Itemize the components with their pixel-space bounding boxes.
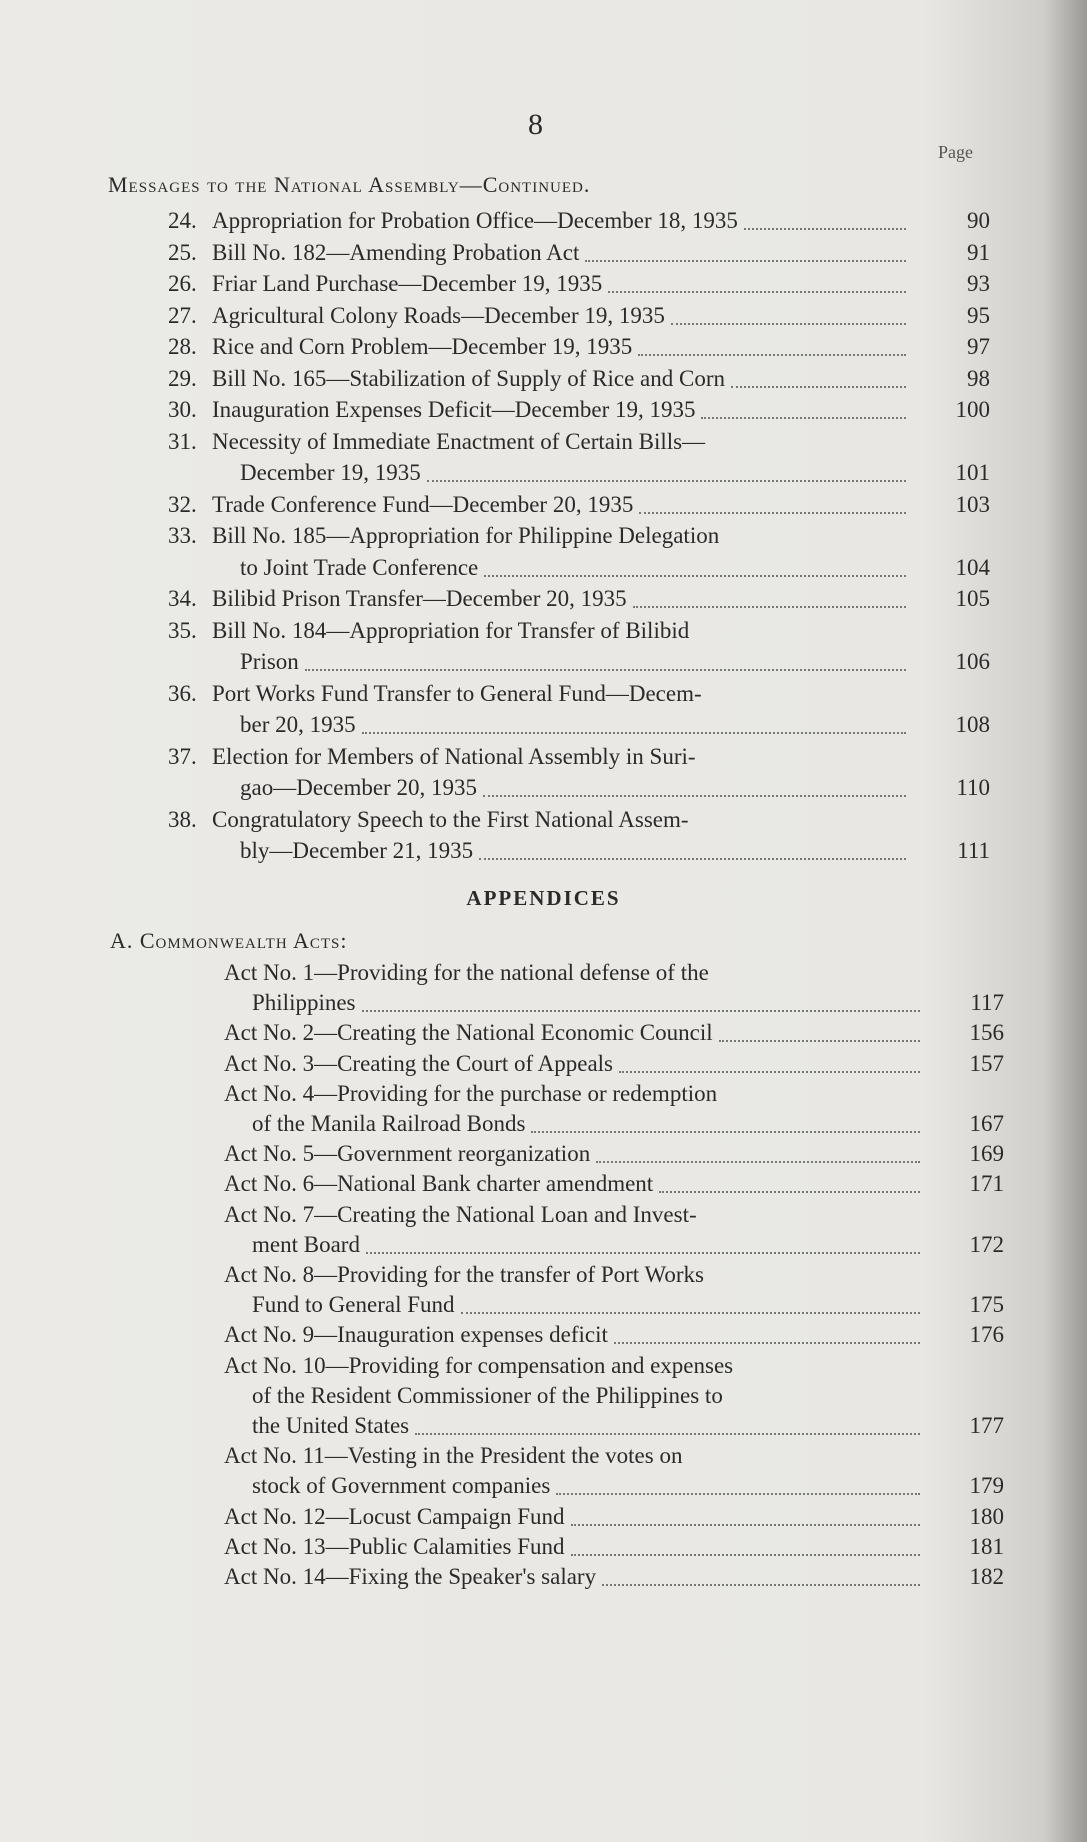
entry-number: 25. [168, 239, 197, 265]
entry-title-line: Act No. 6—National Bank charter amendment [224, 1171, 654, 1197]
entry-title-line: December 19, 1935 [240, 460, 421, 485]
dot-leader [484, 575, 906, 577]
entry-title-line: Act No. 10—Providing for compensation and expenses [224, 1352, 734, 1378]
entry-title-line: ment Board [252, 1231, 360, 1257]
entry-title-line: Act No. 3—Creating the Court of Appeals [224, 1050, 614, 1076]
entry-page-number: 108 [955, 712, 990, 737]
dot-leader [305, 669, 906, 671]
entry-page-number: 104 [955, 554, 990, 580]
entry-title-line: Act No. 7—Creating the National Loan and Invest- [224, 1201, 697, 1227]
dot-leader [571, 1524, 921, 1526]
entry-number: 35. [168, 617, 197, 643]
entry-page-number: 106 [955, 649, 990, 674]
entry-title-line: Act No. 12—Locust Campaign Fund [224, 1503, 565, 1529]
entry-title-line: Act No. 8—Providing for the transfer of Port Works [224, 1262, 705, 1287]
dot-leader [585, 260, 906, 262]
entry-number: 24. [168, 208, 197, 233]
entry-title-line: to Joint Trade Conference [240, 554, 479, 580]
entry-page-number: 93 [967, 271, 990, 296]
dot-leader [608, 291, 906, 293]
entry-number: 28. [168, 334, 197, 359]
dot-leader [638, 354, 906, 356]
entry-title-line: Trade Conference Fund—December 20, 1935 [212, 491, 634, 517]
entry-number: 34. [168, 586, 197, 611]
entry-title-line: Act No. 5—Government reorganization [224, 1141, 591, 1167]
entry-page-number: 103 [955, 491, 990, 517]
dot-leader [483, 795, 906, 797]
entry-page-number: 169 [969, 1141, 1004, 1167]
page-number: 8 [528, 108, 543, 141]
entry-title-line: Rice and Corn Problem—December 19, 1935 [212, 334, 633, 359]
entry-title-line: Act No. 14—Fixing the Speaker's salary [224, 1564, 597, 1589]
entry-page-number: 167 [969, 1111, 1004, 1136]
entry-page-number: 157 [969, 1050, 1004, 1076]
dot-leader [596, 1161, 920, 1163]
entry-title-line: Friar Land Purchase—December 19, 1935 [212, 271, 603, 296]
entry-title-line: Necessity of Immediate Enactment of Certain Bills— [212, 428, 706, 454]
entry-title-line: Election for Members of National Assembly in Suri- [212, 743, 696, 769]
entry-page-number: 90 [967, 208, 990, 233]
dot-leader [671, 323, 906, 325]
dot-leader [744, 228, 906, 230]
entry-title-line: stock of Government companies [252, 1473, 551, 1499]
appendices-heading: APPENDICES [466, 886, 621, 910]
entry-page-number: 180 [969, 1503, 1004, 1529]
entry-page-number: 179 [969, 1473, 1004, 1499]
entry-page-number: 171 [969, 1171, 1004, 1197]
dot-leader [556, 1493, 920, 1495]
entry-title-line: Act No. 1—Providing for the national defense of the [224, 960, 709, 985]
entry-page-number: 100 [955, 397, 990, 422]
entry-page-number: 175 [969, 1292, 1004, 1318]
dot-leader [659, 1191, 920, 1193]
entry-page-number: 97 [967, 334, 990, 359]
entry-page-number: 95 [967, 302, 990, 328]
entry-title-line: Bilibid Prison Transfer—December 20, 1935 [212, 586, 627, 611]
entry-title-line: Act No. 9—Inauguration expenses deficit [224, 1322, 608, 1348]
entry-page-number: 91 [967, 239, 990, 265]
dot-leader [415, 1433, 920, 1435]
entry-title-line: bly—December 21, 1935 [240, 838, 474, 863]
entry-number: 27. [168, 302, 197, 328]
entry-title-line: Act No. 4—Providing for the purchase or redemption [224, 1080, 718, 1106]
entry-title-line: Appropriation for Probation Office—December 18, 1935 [212, 208, 738, 233]
entry-title-line: of the Manila Railroad Bonds [252, 1111, 526, 1136]
dot-leader [571, 1554, 920, 1556]
entry-page-number: 176 [969, 1322, 1004, 1348]
dot-leader [602, 1584, 920, 1586]
entry-number: 29. [168, 365, 197, 391]
appendix-a-heading: A. Commonwealth Acts: [110, 928, 348, 953]
dot-leader [362, 1010, 920, 1012]
entry-page-number: 117 [970, 990, 1004, 1016]
dot-leader [731, 386, 906, 388]
dot-leader [701, 417, 906, 419]
dot-leader [479, 858, 906, 860]
entry-title-line: Port Works Fund Transfer to General Fund—Decem- [212, 680, 702, 706]
entry-title-line: Bill No. 184—Appropriation for Transfer of Bilibid [212, 617, 690, 643]
dot-leader [633, 606, 906, 608]
entry-title-line: Act No. 2—Creating the National Economic Council [224, 1020, 713, 1046]
dot-leader [614, 1342, 920, 1344]
entry-number: 26. [168, 271, 197, 296]
dot-leader [531, 1131, 920, 1133]
entry-number: 37. [168, 743, 197, 769]
entry-page-number: 101 [955, 460, 990, 485]
entry-title-line: Congratulatory Speech to the First National Assem- [212, 806, 689, 832]
entry-page-number: 110 [956, 775, 990, 800]
entry-page-number: 181 [969, 1533, 1004, 1559]
entry-page-number: 111 [957, 838, 990, 863]
dot-leader [427, 480, 906, 482]
dot-leader [619, 1071, 920, 1073]
entry-title-line: Agricultural Colony Roads—December 19, 1935 [212, 302, 665, 328]
entry-title-line: Bill No. 165—Stabilization of Supply of Rice and Corn [212, 365, 725, 391]
entry-number: 32. [168, 491, 197, 517]
entry-title-line: Bill No. 185—Appropriation for Philippine Delegation [212, 523, 720, 548]
entry-title-line: Fund to General Fund [252, 1292, 455, 1318]
entry-page-number: 105 [955, 586, 990, 611]
dot-leader [366, 1252, 920, 1254]
entry-page-number: 172 [969, 1231, 1004, 1257]
dot-leader [719, 1040, 920, 1042]
entry-title-line: Inauguration Expenses Deficit—December 19, 1935 [212, 397, 696, 422]
entry-title-line: Bill No. 182—Amending Probation Act [212, 239, 580, 265]
entry-title-line: Prison [240, 649, 299, 674]
entry-number: 36. [168, 680, 197, 706]
entry-title-line: ber 20, 1935 [240, 712, 356, 737]
entry-title-line: Act No. 13—Public Calamities Fund [224, 1533, 565, 1559]
dot-leader [362, 732, 906, 734]
entry-page-number: 177 [969, 1413, 1004, 1438]
entry-title-line: Philippines [252, 990, 356, 1016]
entry-title-line: of the Resident Commissioner of the Philippines to [252, 1382, 723, 1408]
entry-title-line: gao—December 20, 1935 [240, 775, 477, 800]
page-column-label: Page [938, 142, 973, 162]
entry-number: 31. [168, 428, 197, 454]
entry-number: 30. [168, 397, 197, 422]
entry-page-number: 156 [969, 1020, 1004, 1046]
section-heading: Messages to the National Assembly—Continued. [108, 172, 591, 197]
entry-number: 33. [168, 523, 197, 548]
entry-title-line: the United States [252, 1413, 410, 1438]
dot-leader [639, 512, 906, 514]
entry-page-number: 182 [969, 1564, 1004, 1589]
dot-leader [461, 1312, 920, 1314]
entry-number: 38. [168, 806, 197, 832]
entry-title-line: Act No. 11—Vesting in the President the votes on [224, 1443, 683, 1469]
entry-page-number: 98 [967, 365, 990, 391]
